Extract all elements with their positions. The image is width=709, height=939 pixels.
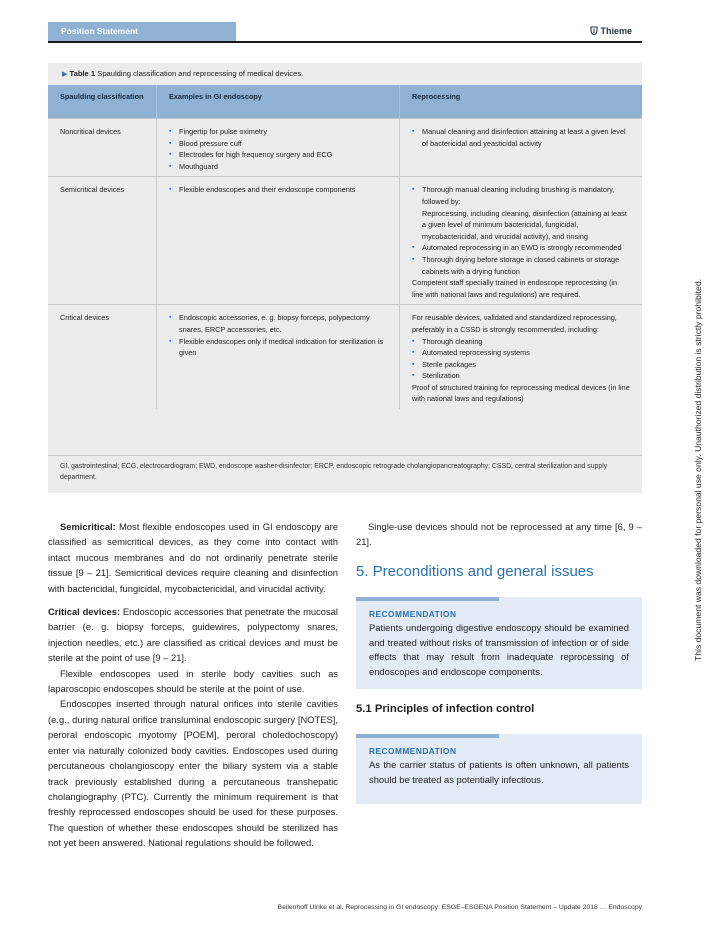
recommendation-text: As the carrier status of patients is often unknown, all patients should be treated as potentially infectious. — [369, 759, 629, 785]
publisher-brand — [590, 26, 632, 36]
reprocessing-note: Competent staff specially trained in endoscope reprocessing (in line with national laws and regulations) are required. — [412, 278, 618, 299]
recommendation-accent-bar — [356, 597, 499, 601]
reprocessing-list — [412, 126, 630, 149]
recommendation-label: RECOMMENDATION — [369, 609, 457, 619]
header-rule — [48, 41, 642, 43]
reprocessing-note: Proof of structured training for reprocessing medical devices (in line with national laws and regulations) — [412, 382, 630, 404]
table-caption — [62, 69, 303, 78]
recommendation-accent-bar — [356, 734, 499, 738]
table-row — [48, 119, 642, 177]
list-item: ▪ Thorough manual cleaning including brushing is mandatory, followed by: — [412, 184, 630, 207]
cell-examples — [157, 305, 400, 409]
list-item: ▪ Sterilization — [412, 370, 630, 382]
cell-examples — [157, 177, 400, 305]
semicritical-lead: Semicritical: — [60, 521, 116, 532]
list-item: ▪ Flexible endoscopes and their endoscope components — [169, 184, 387, 196]
cell-classification: Critical devices — [48, 305, 157, 409]
list-item: ▪ Automated reprocessing systems — [412, 347, 630, 359]
download-notice: This document was downloaded for personal use only. Unauthorized distribution is strictly prohibited. — [693, 279, 703, 661]
list-item: ▪ Fingertip for pulse oximetry — [169, 126, 387, 138]
recommendation-label: RECOMMENDATION — [369, 746, 457, 756]
thieme-logo-icon — [590, 26, 601, 36]
list-item: ▪ Flexible endoscopes only if medical indication for sterilization is given — [169, 336, 387, 359]
list-item: ▪ Automated reprocessing in an EWD is strongly recommended — [412, 242, 630, 254]
table-caption-text: Spaulding classification and reprocessing of medical devices. — [97, 69, 304, 78]
publisher-brand-name: Thieme — [600, 26, 633, 36]
examples-list — [169, 312, 387, 358]
reprocessing-list — [412, 184, 630, 207]
cell-examples — [157, 119, 400, 177]
header-band — [48, 22, 236, 42]
table-caption-label: Table 1 — [69, 69, 96, 78]
list-item: ▪ Manual cleaning and disinfection attaining at least a given level of bactericidal and yeasticidal activity — [412, 126, 630, 149]
examples-list — [169, 184, 387, 196]
semicritical-text: Most flexible endoscopes used in GI endoscopy are classified as semicritical devices, as they come into contact with intact mucous membranes and do not ordinarily penetrate sterile tissue [9 – 21]. Semicritical devices require cleaning and disinfection with bactericidal, fungicidal, mycobactericidal, and virucidal activity. — [48, 521, 338, 594]
critical-lead: Critical devices: — [48, 606, 121, 618]
paragraph-critical — [48, 604, 338, 666]
recommendation-box-2 — [356, 734, 642, 804]
reprocessing-note: For reusable devices, validated and standardized reprocessing, preferably in a CSSD is strongly recommended, including: — [412, 313, 617, 334]
cell-reprocessing — [400, 305, 643, 409]
recommendation-text: Patients undergoing digestive endoscopy should be examined and treated without risks of transmission of infection or of side effects that may result from inadequate reprocessing of endoscopes and endoscope components. — [369, 622, 629, 677]
paragraph-single-use: Single-use devices should not be reprocessed at any time [6, 9 – 21]. — [356, 521, 642, 548]
critical-text: Endoscopic accessories that penetrate the mucosal barrier (e. g. biopsy forceps, guidewires, polypectomy snares, injection needles, etc.) are classified as critical devices and must be sterile at the point of use [9 – 21]. — [48, 606, 338, 664]
col-header-classification: Spaulding classification — [48, 85, 157, 119]
table-footnote: GI, gastrointestinal; ECG, electrocardiogram; EWD, endoscope washer-disinfector; ERCP, endoscopic retrograde cholangiopancreatography; CSSD, central sterilization and supply department. — [48, 455, 642, 483]
table-row — [48, 305, 642, 409]
table-header-row — [48, 85, 642, 119]
cell-classification: Semicritical devices — [48, 177, 157, 305]
cell-reprocessing — [400, 119, 643, 177]
col-header-examples: Examples in GI endoscopy — [157, 85, 400, 119]
cell-classification: Noncritical devices — [48, 119, 157, 177]
header-band-label: Position Statement — [61, 26, 138, 36]
section-heading: 5. Preconditions and general issues — [356, 563, 594, 580]
paragraph-laparoscopic: Flexible endoscopes used in sterile body cavities such as laparoscopic endoscopes should be sterile at the point of use. — [48, 667, 338, 695]
list-item: ▪ Mouthguard — [169, 161, 387, 173]
cell-reprocessing — [400, 177, 643, 305]
table-row — [48, 177, 642, 305]
caption-arrow-icon: ▶ — [62, 71, 68, 78]
list-item: ▪ Thorough cleaning — [412, 336, 630, 348]
list-item: ▪ Electrodes for high frequency surgery and ECG — [169, 149, 387, 161]
reprocessing-note: Reprocessing, including cleaning, disinfection (attaining at least a given level of minimum bactericidal, fungicidal, mycobactericidal, and virucidal activity), and rinsing — [422, 208, 627, 241]
reprocessing-list — [412, 242, 630, 277]
reprocessing-list — [412, 336, 630, 382]
left-column — [48, 519, 338, 851]
recommendation-box-1 — [356, 597, 642, 689]
paragraph-natural-orifices: Endoscopes inserted through natural orifices into sterile cavities (e.g., during natural orifice transluminal endoscopic surgery [NOTES], peroral endoscopic myotomy [POEM], peroral choledochoscopy) enter via naturally colonized body cavities. Endoscopes used during percutaneous cholangioscopy enter the biliary system via a stable track previously established during a percutaneous transhepatic cholangiography (PTC). Currently the minimum requirement is that freshly reprocessed endoscopes should be used for these purposes. The question of whether these endoscopes should be sterilized has not yet been answered. National regulations should be followed. — [48, 698, 338, 849]
list-item: ▪ Endoscopic accessories, e. g. biopsy forceps, polypectomy snares, ERCP accessories, etc. — [169, 312, 387, 335]
spaulding-table — [48, 85, 642, 409]
col-header-reprocessing: Reprocessing — [400, 85, 643, 119]
paragraph-semicritical — [48, 519, 338, 596]
page-footer: Beilenhoff Ulrike et al. Reprocessing in GI endoscopy: ESGE–ESGENA Position Statement – Update 2018 … Endoscopy — [277, 904, 642, 911]
right-column-intro — [356, 519, 642, 550]
list-item: ▪ Thorough drying before storage in closed cabinets or storage cabinets with a drying function — [412, 254, 630, 277]
list-item: ▪ Blood pressure cuff — [169, 138, 387, 150]
subsection-heading: 5.1 Principles of infection control — [356, 703, 535, 715]
spaulding-table-block — [48, 63, 642, 493]
examples-list — [169, 126, 387, 172]
list-item: ▪ Sterile packages — [412, 359, 630, 371]
